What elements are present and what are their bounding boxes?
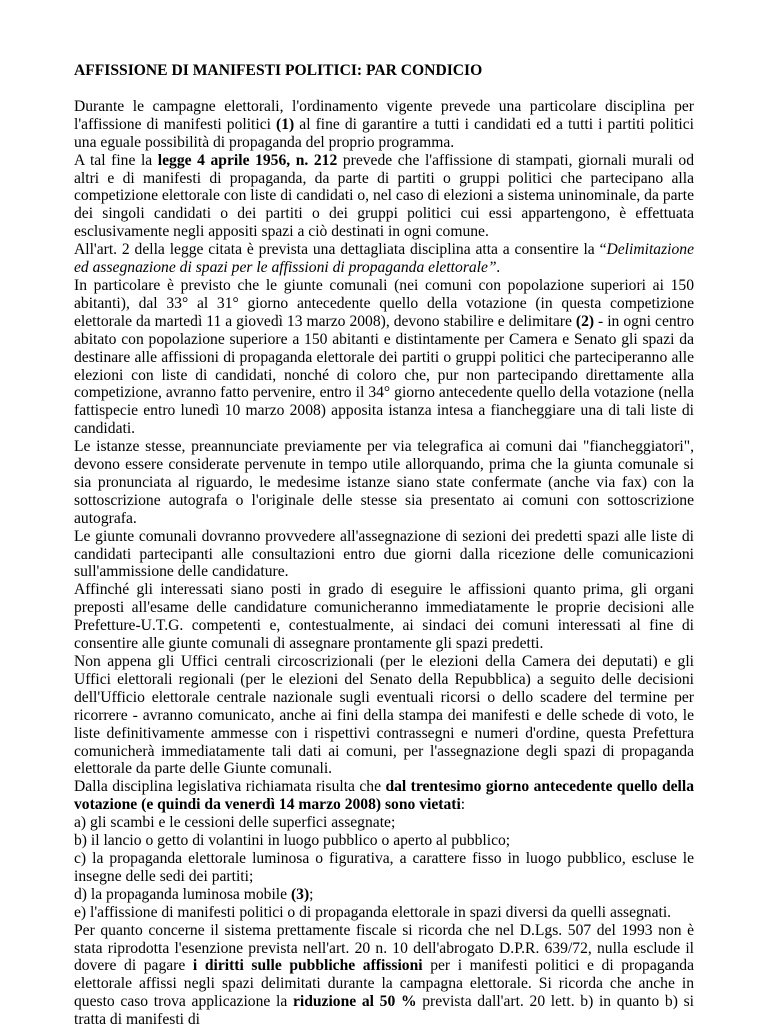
text-run: Dalla disciplina legislativa richiamata risulta che <box>74 778 386 796</box>
text-run: Per quanto concerne il sistema prettamente fiscale si ricorda che nel D.Lgs. 507 del 1993 non è stata riprodotta l'esenzione prevista nell'art. 20 n. 10 dell'abrogato D.P.R. 639/72, nulla esclude il dovere di pagare <box>74 921 694 975</box>
law-reference: legge 4 aprile 1956, n. 212 <box>157 151 338 169</box>
text-run: All'art. 2 della legge citata è prevista una dettagliata disciplina atta a consentire la “ <box>74 241 607 259</box>
bold-diritti: i diritti sulle pubbliche affissioni <box>192 957 423 975</box>
list-item-c: c) la propaganda elettorale luminosa o figurativa, a carattere fisso in luogo pubblico, escluse le insegne delle sedi dei partiti; <box>74 849 694 885</box>
paragraph-law <box>74 152 694 242</box>
text-run: A tal fine la <box>74 151 158 169</box>
document-title: AFFISSIONE DI MANIFESTI POLITICI: PAR CONDICIO <box>74 62 483 79</box>
list-item-e: e) l'affissione di manifesti politici o di propaganda elettorale in spazi diversi da quelli assegnati. <box>74 903 672 921</box>
text-run: prevista dall'art. 20 lett. b) in quanto b) si tratta di manifesti di <box>74 993 694 1029</box>
list-item-a: a) gli scambi e le cessioni delle superfici assegnate; <box>74 814 396 832</box>
quoted-heading: Delimitazione ed assegnazione di spazi per le affissioni di propaganda elettorale”. <box>74 241 694 277</box>
text-run: ; <box>309 885 314 903</box>
footnote-ref-1: (1) <box>276 115 295 133</box>
paragraph-divieti <box>74 778 694 814</box>
text-run: In particolare è previsto che le giunte comunali (nei comuni con popolazione superiori ai 150 abitanti), dal 33° al 31° giorno antecedente quello della votazione (in questa competizione elettorale da martedì 11 a giovedì 13 marzo 2008), devono stabilire e delimitare <box>74 276 694 330</box>
list-item-b: b) il lancio o getto di volantini in luogo pubblico o aperto al pubblico; <box>74 832 511 850</box>
text-run: al fine di garantire a tutti i candidati ed a tutti i partiti politici una eguale possibilità di propaganda del proprio programma. <box>74 115 694 151</box>
paragraph-assegnazione: Le giunte comunali dovranno provvedere all'assegnazione di sezioni dei predetti spazi alle liste di candidati partecipanti alle consultazioni entro due giorni dalla ricezione delle comunicazioni sull'ammissione delle candidature. <box>74 527 694 581</box>
paragraph-intro <box>74 98 694 152</box>
text-run: per i manifesti politici e di propaganda elettorale affissi negli spazi delimitati durante la campagna elettorale. Si ricorda che anche in questo caso trova applicazione la <box>74 957 695 1011</box>
list-item-d <box>74 886 694 904</box>
footnote-ref-3: (3) <box>290 885 310 903</box>
paragraph-istanze: Le istanze stesse, preannunciate previamente per via telegrafica ai comuni dai "fiancheggiatori", devono essere considerate pervenute in tempo utile allorquando, prima che la giunta comunale si sia pronunciata al riguardo, le medesime istanze siano state confermate (anche via fax) con la sottoscrizione autografa o l'originale delle stesse sia presentato ai comuni con sottoscrizione autografa. <box>74 438 694 527</box>
bold-riduzione: riduzione al 50 % <box>292 993 417 1011</box>
paragraph-fiscale <box>74 922 694 1029</box>
text-run: Durante le campagne elettorali, l'ordinamento vigente prevede una particolare disciplina per l'affissione di manifesti politici <box>74 97 694 133</box>
paragraph-art2 <box>74 241 694 277</box>
text-run: d) la propaganda luminosa mobile <box>74 885 291 903</box>
text-run: - in ogni centro abitato con popolazione superiore a 150 abitanti e distintamente per Camera e Senato gli spazi da destinare alle affissioni di propaganda elettorale dei partiti o gruppi politici che parteciperanno alle elezioni con liste di candidati, nonché di coloro che, pur non partecipando direttamente alla competizione, avranno fatto pervenire, entro il 34° giorno antecedente quello della votazione (nella fattispecie entro lunedì 10 marzo 2008) apposita istanza intesa a fiancheggiare una di tali liste di candidati. <box>74 312 694 438</box>
paragraph-giunte <box>74 277 694 438</box>
paragraph-affissioni: Affinché gli interessati siano posti in grado di eseguire le affissioni quanto prima, gli organi preposti all'esame delle candidature comunicheranno immediatamente le proprie decisioni alle Prefetture-U.T.G. competenti e, contestualmente, ai sindaci dei comuni interessati al fine di consentire alle giunte comunali di assegnare prontamente gli spazi predetti. <box>74 581 694 653</box>
text-run: prevede che l'affissione di stampati, giornali murali od altri e di manifesti di propaganda, da parte di partiti o gruppi politici che partecipano alla competizione elettorale con liste di candidati o, nel caso di elezioni a sistema uninominale, da parte dei singoli candidati o dei partiti o dei gruppi politici cui essi appartengono, è effettuata esclusivamente negli appositi spazi a ciò destinati in ogni comune. <box>74 151 694 241</box>
bold-deadline: dal trentesimo giorno antecedente quello della votazione (e quindi da venerdì 14 marzo 2008) sono vietati <box>74 778 695 814</box>
text-run: : <box>460 796 466 814</box>
footnote-ref-2: (2) <box>575 312 595 330</box>
paragraph-uffici: Non appena gli Uffici centrali circoscrizionali (per le elezioni della Camera dei deputati) e gli Uffici elettorali regionali (per le elezioni del Senato della Repubblica) a seguito delle decisioni dell'Ufficio elettorale centrale nazionale sugli eventuali ricorsi o dello scadere del termine per ricorrere - avranno comunicato, anche ai fini della stampa dei manifesti e delle schede di voto, le liste definitivamente ammesse con i rispettivi contrassegni e numeri d'ordine, questa Prefettura comunicherà immediatamente tali dati ai comuni, per l'assegnazione degli spazi di propaganda elettorale da parte delle Giunte comunali. <box>74 653 694 778</box>
